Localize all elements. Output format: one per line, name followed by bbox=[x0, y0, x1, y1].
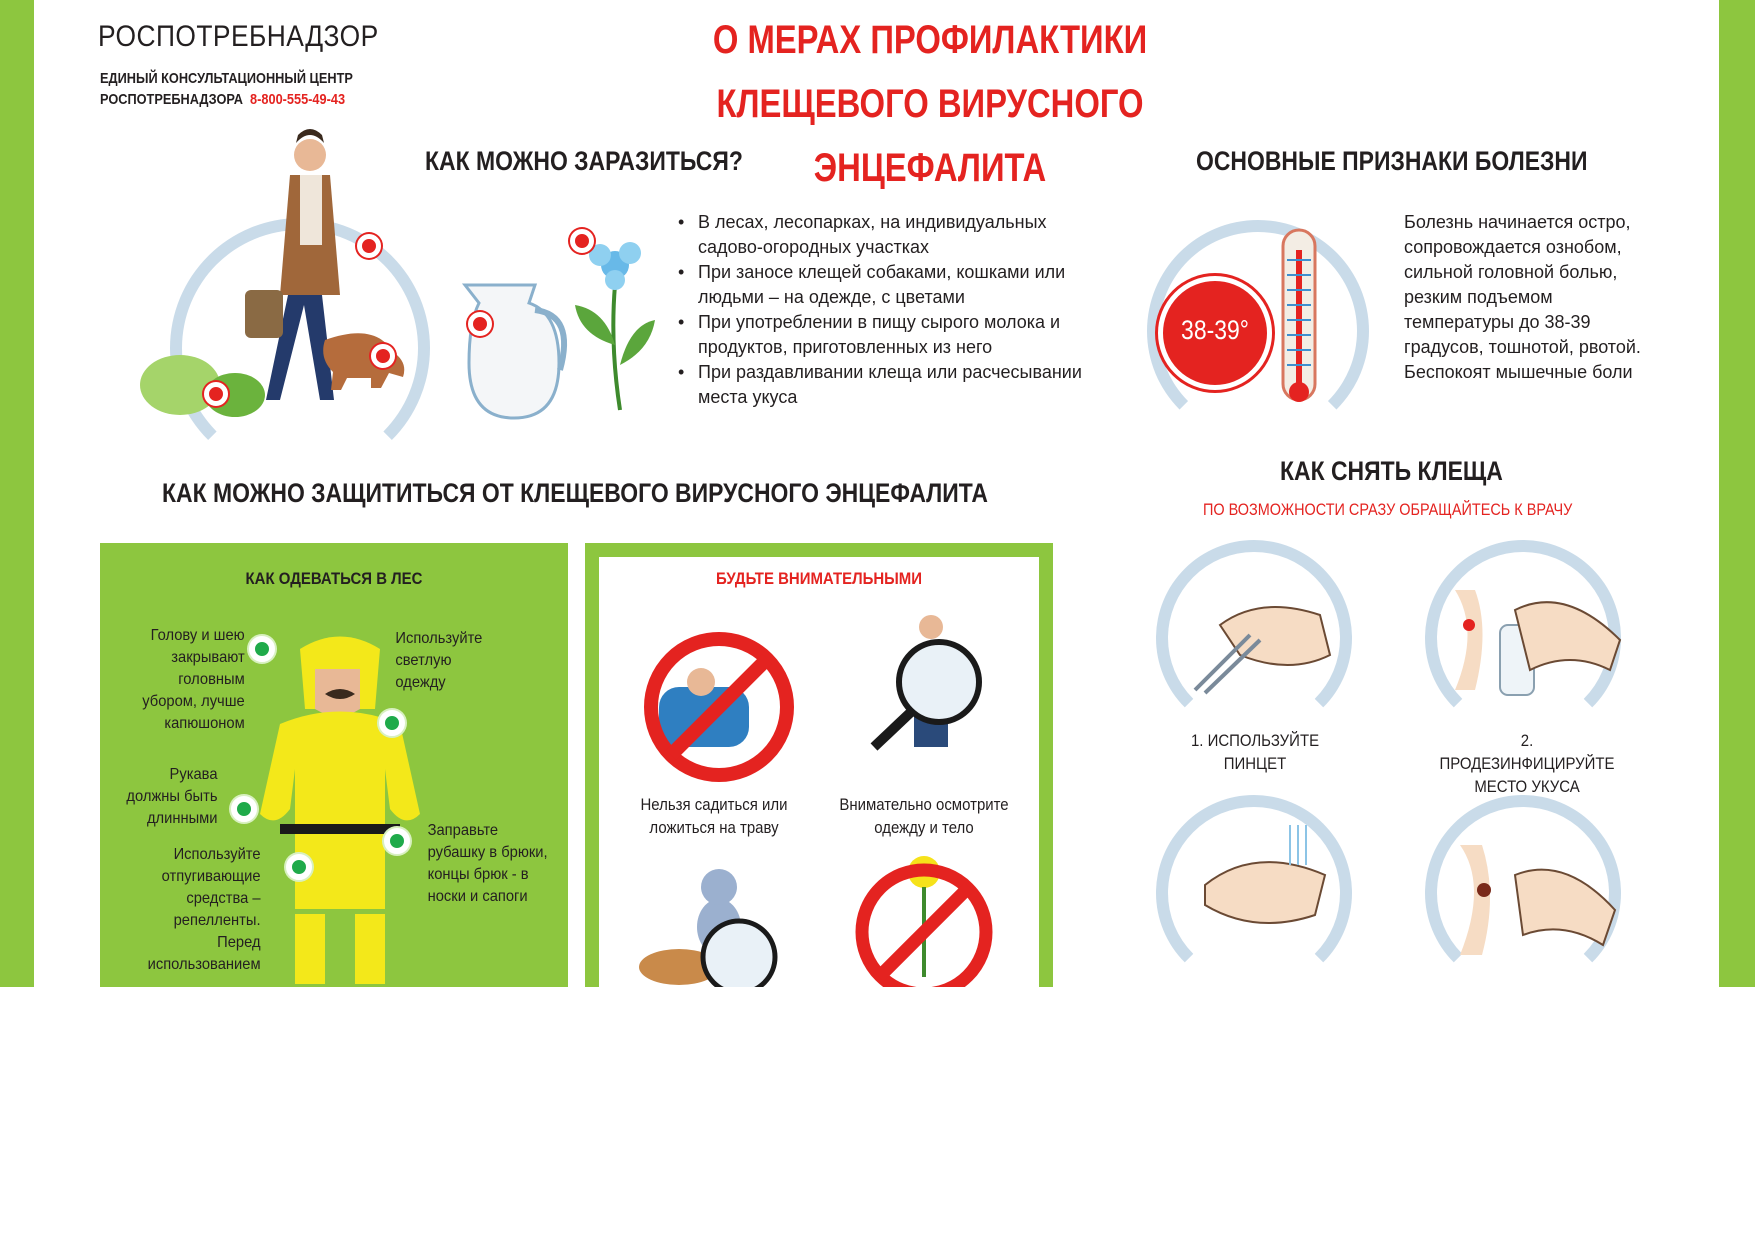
center-line1: ЕДИНЫЙ КОНСУЛЬТАЦИОННЫЙ ЦЕНТР bbox=[100, 70, 353, 87]
list-item: • В лесах, лесопарках, на индивидуальных садово-огородных участках bbox=[672, 210, 1092, 260]
tip-no-grass: Нельзя садиться или ложиться на траву bbox=[640, 795, 788, 837]
no-sitting-on-grass-icon bbox=[639, 627, 799, 787]
infection-marker-milk bbox=[468, 312, 492, 336]
tip-tuck: Заправьте рубашку в брюки, концы брюк - в носки и сапоги bbox=[427, 822, 548, 905]
tip-marker-repellent bbox=[286, 854, 312, 880]
no-flowers-icon bbox=[844, 847, 1004, 987]
temperature-badge bbox=[1158, 276, 1272, 390]
right-green-border bbox=[1719, 0, 1755, 987]
center-line2: РОСПОТРЕБНАДЗОРА bbox=[100, 91, 243, 108]
tip-light-clothes: Используйте светлую одежду bbox=[395, 630, 483, 691]
infection-marker-flower bbox=[570, 229, 594, 253]
remove-tick-icon bbox=[1460, 825, 1630, 975]
consult-center bbox=[100, 68, 353, 110]
list-item: • При заносе клещей собаками, кошками или людьми – на одежде, с цветами bbox=[672, 260, 1092, 310]
org-name: РОСПОТРЕБНАДЗОР bbox=[98, 20, 379, 53]
tip-marker-sleeves bbox=[231, 796, 257, 822]
tip-repellent: Используйте отпугивающие средства – репелленты. Перед использованием bbox=[147, 846, 261, 973]
title-line1: О МЕРАХ ПРОФИЛАКТИКИ bbox=[712, 18, 1148, 62]
symptoms-heading: ОСНОВНЫЕ ПРИЗНАКИ БОЛЕЗНИ bbox=[1196, 146, 1588, 176]
wash-hands-icon bbox=[1195, 825, 1335, 935]
hotline-phone[interactable]: 8-800-555-49-43 bbox=[250, 91, 346, 108]
attention-panel bbox=[585, 543, 1053, 987]
infection-marker-man bbox=[357, 234, 381, 258]
disinfect-bottle-icon bbox=[1455, 570, 1625, 700]
tip-inspect: Внимательно осмотрите одежду и тело bbox=[839, 795, 1009, 837]
flower-icon bbox=[560, 225, 670, 415]
temperature-value: 38-39° bbox=[1181, 315, 1249, 345]
infection-heading: КАК МОЖНО ЗАРАЗИТЬСЯ? bbox=[425, 146, 743, 176]
step2-label: 2. ПРОДЕЗИНФИЦИРУЙТЕ МЕСТО УКУСА bbox=[1439, 731, 1615, 796]
infection-marker-grass bbox=[204, 382, 228, 406]
infection-marker-dog bbox=[371, 344, 395, 368]
tip-sleeves: Рукава должны быть длинными bbox=[126, 766, 218, 827]
infection-list bbox=[672, 210, 1092, 410]
title-line2: КЛЕЩЕВОГО ВИРУСНОГО ЭНЦЕФАЛИТА bbox=[716, 82, 1144, 190]
step1-label: 1. ИСПОЛЬЗУЙТЕ ПИНЦЕТ bbox=[1190, 731, 1320, 773]
tip-marker-tuck bbox=[384, 828, 410, 854]
attention-inner bbox=[599, 557, 1039, 987]
tip-marker-clothes bbox=[379, 710, 405, 736]
dress-panel bbox=[100, 543, 568, 987]
pets-check-icon bbox=[639, 847, 819, 987]
tip-marker-head bbox=[249, 636, 275, 662]
symptoms-text: Болезнь начинается остро, сопровождается ознобом, сильной головной болью, резким подъемом температуры до 38-39 градусов, тошнотой, рвотой. Беспокоят мышечные боли bbox=[1404, 212, 1641, 382]
tip-head: Голову и шею закрывают головным убором, лучше капюшоном bbox=[142, 627, 245, 732]
protection-heading: КАК МОЖНО ЗАЩИТИТЬСЯ ОТ КЛЕЩЕВОГО ВИРУСНОГО ЭНЦЕФАЛИТА bbox=[162, 478, 988, 508]
thermometer-icon bbox=[1277, 230, 1321, 415]
walking-man-illustration bbox=[140, 125, 460, 425]
attention-heading: БУДЬТЕ ВНИМАТЕЛЬНЫМИ bbox=[715, 569, 923, 588]
list-item: • При употреблении в пищу сырого молока и продуктов, приготовленных из него bbox=[672, 310, 1092, 360]
tweezers-hand-icon bbox=[1190, 585, 1340, 695]
see-doctor-note: ПО ВОЗМОЖНОСТИ СРАЗУ ОБРАЩАЙТЕСЬ К ВРАЧУ bbox=[1203, 500, 1573, 519]
left-green-border bbox=[0, 0, 34, 987]
dress-heading: КАК ОДЕВАТЬСЯ В ЛЕС bbox=[245, 569, 423, 588]
inspect-magnifier-icon bbox=[869, 607, 999, 787]
removal-heading: КАК СНЯТЬ КЛЕЩА bbox=[1280, 456, 1503, 486]
list-item: • При раздавливании клеща или расчесывании места укуса bbox=[672, 360, 1092, 410]
